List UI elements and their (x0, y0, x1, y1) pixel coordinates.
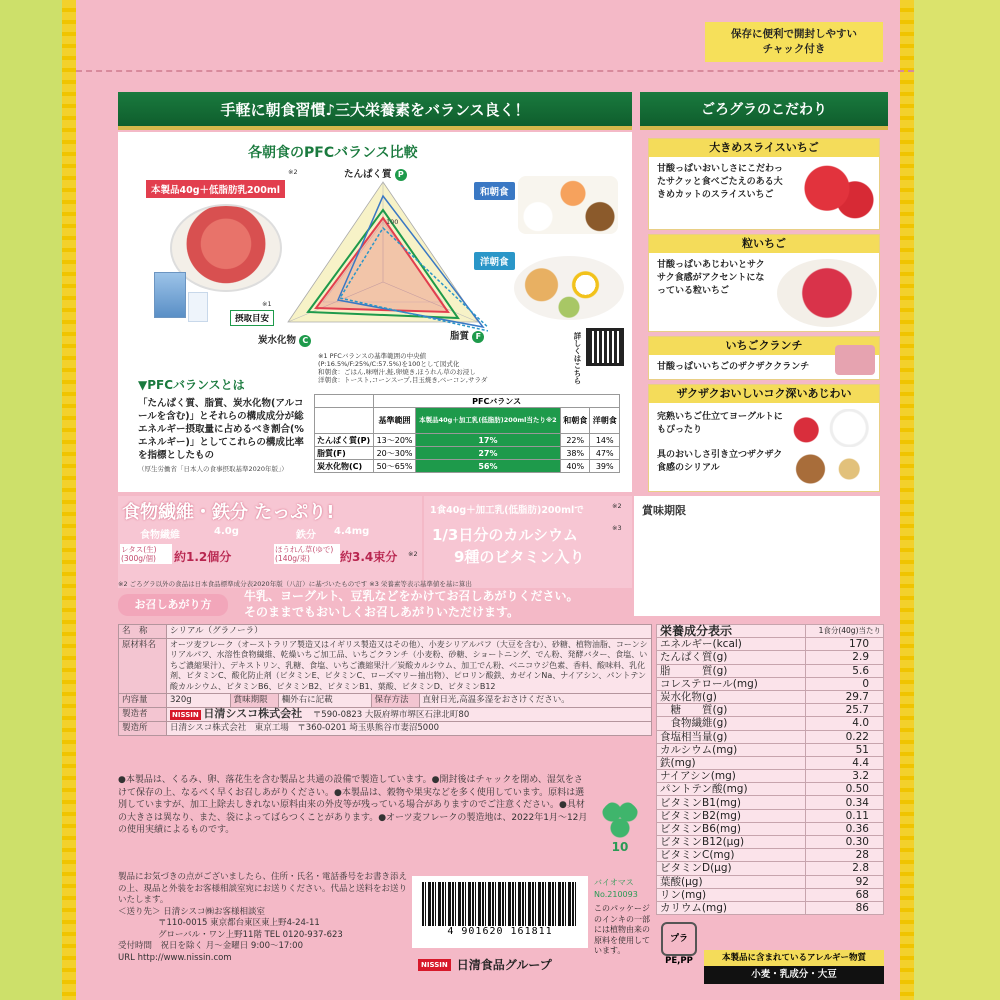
barcode-number: 4 901620 161811 (447, 926, 553, 937)
zipper-note (705, 22, 883, 62)
nutrition-value: 3.2 (806, 770, 884, 783)
nutrition-name: パントテン酸(mg) (657, 783, 806, 796)
calcium-section (424, 496, 632, 588)
info-key-content: 内容量 (119, 694, 167, 708)
nutrition-row (657, 677, 884, 690)
nutrition-name: 葉酸(μg) (657, 875, 806, 888)
fiber-note-mark: ※2 (408, 550, 418, 558)
crunch-image (835, 345, 875, 375)
info-key-name: 名 称 (119, 625, 167, 639)
info-val-ingredients: オーツ麦フレーク（オーストラリア製造又はイギリス製造又はその他）、小麦シリアルパフ（大豆を含む）、砂糖、植物油脂、コーンシリアルパフ、水溶性食物繊維、乾燥いちご加工品、いちごクランチ（小麦粉、砂糖、ショートニング、でん粉、発酵バター、食塩、いちご濃縮果汁）、デキストリン、乳糖、食塩、いちご濃縮果汁／炭酸カルシウム、加工でん粉、ベニコウジ色素、香料、酸味料、乳化剤、ビタミンC、酸化防止剤（ビタミンE、ビタミンC、ローズマリー抽出物）、ピロリン酸鉄、カゼインNa、ナイアシン、パントテン酸カルシウム、ビタミンB6、ビタミンB2、ビタミンB1、葉酸、ビタミンD、ビタミンB12 (167, 638, 652, 694)
side-card-whole-strawberry (648, 234, 880, 332)
biomass-number: 10 (611, 840, 629, 854)
axis-label-p (344, 166, 407, 181)
side-card-taste (648, 384, 880, 492)
pfc-cell: 47% (590, 447, 620, 460)
side-card-text: 甘酸っぱいあじわいとサクサク食感がアクセントになっている粒いちご (657, 260, 765, 296)
contact-text: 製品にお気づきの点がございましたら、住所・氏名・電話番号をお書き添えの上、現品と外装をお客様相談室宛にお送りください。代品と送料をお送りいたします。 (118, 872, 408, 905)
info-val-name: シリアル（グラノーラ） (167, 625, 652, 639)
left-margin (0, 0, 62, 1000)
radar-tick-100: 100 (386, 218, 399, 226)
recycle-mark (656, 922, 702, 972)
nutrition-name: ビタミンB6(mg) (657, 822, 806, 835)
info-val-plant: 日清シスコ株式会社 東京工場 〒360-0201 埼玉県熊谷市妻沼5000 (167, 722, 652, 736)
pfc-cell: 38% (560, 447, 590, 460)
info-key-ingredients: 原材料名 (119, 638, 167, 694)
pfc-radar-chart (278, 172, 488, 342)
zipper-note-line2: チャック付き (762, 43, 826, 55)
nutrition-value: 0.34 (806, 796, 884, 809)
nutrition-panel (656, 624, 884, 915)
axis-f-badge: F (472, 331, 484, 343)
pfc-cell: 14% (590, 434, 620, 447)
nutrition-row (657, 638, 884, 651)
contact-url[interactable]: URL http://www.nissin.com (118, 952, 232, 963)
nutrition-value: 51 (806, 743, 884, 756)
nutrition-row (657, 756, 884, 769)
package-note: このパッケージのインキの一部には植物由来の原料を使用しています。 (594, 904, 650, 955)
left-stripe (62, 0, 76, 1000)
pfc-note-2: (P:16.5%/F:25%/C:57.5%)を100として図式化 (318, 360, 460, 368)
serving-text (244, 588, 579, 620)
pfc-row-c (315, 460, 620, 473)
pfc-table (314, 394, 620, 473)
pfc-cell: 20〜30% (374, 447, 416, 460)
side-card-text-1: 完熟いちご仕立てヨーグルトにもぴったり (657, 412, 783, 435)
nutrition-row (657, 651, 884, 664)
pfc-chart-title: 各朝食のPFCバランス比較 (248, 145, 418, 161)
nutrition-row (657, 796, 884, 809)
western-breakfast-label: 洋朝食 (474, 252, 515, 270)
info-key-plant: 製造所 (119, 722, 167, 736)
biomass-mark (594, 800, 646, 870)
nutrition-row (657, 717, 884, 730)
side-card-title: 粒いちご (649, 235, 879, 253)
right-stripe (900, 0, 914, 1000)
axis-label-c-text: 炭水化物 (258, 335, 297, 346)
info-val-expiry: 欄外右に記載 (278, 694, 371, 708)
lettuce-value: 約1.2個分 (174, 550, 232, 564)
nutrition-value: 0.36 (806, 822, 884, 835)
plastic-recycle-icon: プラ (661, 922, 697, 956)
axis-c-badge: C (299, 335, 311, 347)
side-header: ごろグラのこだわり (640, 92, 888, 130)
nutrition-name: たんぱく質(g) (657, 651, 806, 664)
allergen-box (704, 950, 884, 984)
nutrition-value: 0.30 (806, 836, 884, 849)
milk-carton-image (154, 272, 186, 318)
nutrition-name: カリウム(mg) (657, 901, 806, 914)
pfc-col-2: 和朝食 (560, 408, 590, 434)
pfc-table-blank (315, 408, 374, 434)
nutrition-value: 68 (806, 888, 884, 901)
main-header: 手軽に朝食習慣♪三大栄養素をバランス良く！ (118, 92, 632, 130)
iron-label: 鉄分 (296, 530, 316, 541)
target-note-mark: ※1 (262, 300, 272, 308)
qr-label: 詳しくはこちら (573, 332, 582, 385)
nutrition-value: 4.0 (806, 717, 884, 730)
pfc-cell: 22% (560, 434, 590, 447)
nutrition-name: 食塩相当量(g) (657, 730, 806, 743)
nutrition-value: 2.8 (806, 862, 884, 875)
sliced-strawberry-image (795, 165, 875, 223)
spinach-label: ほうれん草(ゆで)(140g/束) (274, 544, 340, 564)
nutrition-rows (657, 638, 884, 915)
pfc-cell: 39% (590, 460, 620, 473)
nutrition-row (657, 875, 884, 888)
pfc-row-label: 炭水化物(C) (315, 460, 374, 473)
axis-label-f-text: 脂質 (450, 331, 470, 342)
nutrition-name: 炭水化物(g) (657, 690, 806, 703)
info-val-maker (167, 707, 652, 722)
spinach-value: 約3.4束分 (340, 550, 398, 564)
info-key-storage: 保存方法 (371, 694, 419, 708)
nutrition-value: 28 (806, 849, 884, 862)
axis-p-badge: P (395, 169, 407, 181)
nutrition-value: 0.50 (806, 783, 884, 796)
biomass-no: No.210093 (594, 890, 638, 899)
nutrition-name: エネルギー(kcal) (657, 638, 806, 651)
nutrition-row (657, 770, 884, 783)
pfc-table-corner (315, 395, 374, 408)
nutrition-name: ナイアシン(mg) (657, 770, 806, 783)
nissin-group-logo-icon: NISSIN (418, 959, 451, 971)
info-val-storage: 直射日光,高温多湿をおさけください。 (419, 694, 651, 708)
pfc-row-label: たんぱく質(P) (315, 434, 374, 447)
pfc-table-title: PFCバランス (374, 395, 620, 408)
maker-name: 日清シスコ株式会社 (203, 706, 303, 720)
fiber-label: 食物繊維 (140, 530, 180, 541)
strawberry-pieces-image (777, 259, 877, 327)
iron-value: 4.4mg (334, 526, 370, 537)
contact-send-to: ＜送り先＞ 日清シスコ㈱お客様相談室 (118, 906, 265, 917)
japanese-breakfast-image (518, 176, 618, 234)
pfc-row-f (315, 447, 620, 460)
calcium-line2: 1/3日分のカルシウム (432, 526, 578, 544)
pfc-row-label: 脂質(F) (315, 447, 374, 460)
zipper-note-line1: 保存に便利で開封しやすい (731, 28, 857, 40)
allergen-title: 本製品に含まれているアレルギー物質 (704, 950, 884, 966)
contact-tel: グローバル・ワン上野11階 TEL 0120-937-623 (158, 929, 343, 940)
group-name: 日清食品グループ (456, 958, 552, 972)
pfc-cell-product: 56% (415, 460, 560, 473)
serving-label: お召しあがり方 (118, 594, 228, 616)
nutrition-value: 29.7 (806, 690, 884, 703)
pfc-cell: 13〜20% (374, 434, 416, 447)
nutrition-value: 92 (806, 875, 884, 888)
pfc-row-p (315, 434, 620, 447)
nutrition-name: ビタミンB12(μg) (657, 836, 806, 849)
nutrition-name: 鉄(mg) (657, 756, 806, 769)
nutrition-row (657, 664, 884, 677)
nutrition-name: 食物繊維(g) (657, 717, 806, 730)
side-card-slice-strawberry (648, 138, 880, 230)
cereal-grain-image (789, 451, 875, 487)
barcode-box (412, 876, 588, 948)
side-card-text-2: 具のおいしさ引き立つザクザク食感のシリアル (657, 450, 783, 473)
clover-icon (600, 800, 640, 840)
pfc-note-1: ※1 PFCバランスの基準範囲の中央値 (318, 352, 427, 360)
nutrition-value: 4.4 (806, 756, 884, 769)
nutrition-row (657, 822, 884, 835)
pfc-about-title: ▼PFCバランスとは (138, 378, 245, 392)
nutrition-name: ビタミンB2(mg) (657, 809, 806, 822)
qr-code[interactable] (586, 328, 624, 366)
pfc-cell-product: 27% (415, 447, 560, 460)
nutrition-name: コレステロール(mg) (657, 677, 806, 690)
allergen-items: 小麦・乳成分・大豆 (704, 966, 884, 984)
axis-label-p-text: たんぱく質 (344, 169, 392, 180)
milk-glass-image (188, 292, 208, 322)
serving-text-2: そのままでもおいしくお召しあがりいただけます。 (244, 605, 520, 619)
pfc-col-3: 洋朝食 (590, 408, 620, 434)
nutrition-row (657, 783, 884, 796)
calcium-note-3: ※3 (612, 524, 622, 532)
info-key-expiry: 賞味期限 (230, 694, 278, 708)
nutrition-row (657, 862, 884, 875)
expiry-box (634, 496, 880, 616)
pfc-cell-product: 17% (415, 434, 560, 447)
japanese-breakfast-label: 和朝食 (474, 182, 515, 200)
calcium-note-2: ※2 (612, 502, 622, 510)
nutrition-row (657, 836, 884, 849)
biomass-label: バイオマス (594, 878, 634, 887)
pfc-panel (118, 132, 632, 492)
nutrition-row (657, 743, 884, 756)
nutrition-value: 0.11 (806, 809, 884, 822)
pfc-note-3: 和朝食：ごはん,味噌汁,鮭,卵焼き,ほうれん草のお浸し (318, 368, 476, 376)
side-card-text: 甘酸っぱいおいしさにこだわったサクッと食べごたえのある大きめカットのスライスいちご (657, 164, 783, 200)
barcode-icon (422, 882, 578, 926)
info-key-maker: 製造者 (119, 707, 167, 722)
nutrition-name: ビタミンB1(mg) (657, 796, 806, 809)
fiber-section (118, 496, 422, 588)
nutrition-row (657, 849, 884, 862)
nutrition-row (657, 809, 884, 822)
allergy-note: ●本製品は、くるみ、卵、落花生を含む製品と共通の設備で製造しています。●開封後はチャックを閉め、湿気をさけて保存の上、なるべく早くお召しあがりください。●本製品は、穀物や果実などを多く使用しています。原料は選別していますが、加工上除去しきれない原料由来の外皮等が残っている場合がありますのでご注意ください。●具材の大きさは異なり、また、袋によってばらつくことがあります。●オーツ麦フレークの製造地は、2022年1月〜12月の使用実績によるものです。 (118, 775, 588, 835)
axis-label-c (258, 332, 311, 347)
pfc-notes (318, 352, 558, 384)
nutrition-row (657, 690, 884, 703)
nutrition-row (657, 730, 884, 743)
pfc-about (138, 376, 308, 473)
nutrition-row (657, 704, 884, 717)
calcium-line1: 1食40g＋加工乳(低脂肪)200mlで (430, 505, 584, 516)
nutrition-value: 5.6 (806, 664, 884, 677)
nutrition-name: リン(mg) (657, 888, 806, 901)
nutrition-name: 脂 質(g) (657, 664, 806, 677)
fiber-value: 4.0g (214, 526, 239, 537)
zipper-line (76, 70, 914, 76)
nutrition-name: ビタミンD(μg) (657, 862, 806, 875)
nutrition-value: 86 (806, 901, 884, 914)
western-breakfast-image (514, 256, 624, 320)
nutrition-row (657, 888, 884, 901)
lettuce-label: レタス(生)(300g/個) (120, 544, 172, 564)
axis-label-f (450, 328, 484, 343)
pfc-col-0: 基準範囲 (374, 408, 416, 434)
calcium-line3: 9種のビタミン入り (454, 548, 585, 566)
nutrition-row (657, 901, 884, 914)
side-card-title: いちごクランチ (649, 337, 879, 355)
recycle-label: PE,PP (665, 956, 693, 966)
contact-address: 〒110-0015 東京都台東区東上野4-24-11 (158, 918, 320, 928)
side-card-title: 大きめスライスいちご (649, 139, 879, 157)
nutrition-value: 2.9 (806, 651, 884, 664)
info-val-content: 320g (167, 694, 231, 708)
nutrition-name: 糖 質(g) (657, 704, 806, 717)
footnote-2: ※2 ごろグラ以外の食品は日本食品標準成分表2020年版（八訂）に基づいたものです ※3 栄養素等表示基準値を基に算出 (118, 580, 472, 588)
nutrition-value: 25.7 (806, 704, 884, 717)
product-series-label: 本製品40g＋低脂肪乳200ml (146, 180, 285, 198)
expiry-label: 賞味期限 (642, 504, 686, 517)
side-card-title: ザクザクおいしいコク深いあじわい (649, 385, 879, 403)
nutrition-title: 栄養成分表示 (657, 625, 806, 638)
side-card-crunch (648, 336, 880, 380)
side-card-text: 甘酸っぱいいちごのザクザククランチ (657, 362, 810, 372)
nutrition-value: 0.22 (806, 730, 884, 743)
nutrition-value: 170 (806, 638, 884, 651)
pfc-about-source: （厚生労働省「日本人の食事摂取基準2020年版」） (138, 465, 288, 473)
product-note-mark: ※2 (288, 168, 298, 176)
nissin-logo: NISSIN (172, 710, 199, 719)
contact-block (118, 872, 408, 964)
right-margin (914, 0, 1000, 1000)
pfc-note-4: 洋朝食：トースト,コーンスープ,目玉焼き,ベーコン,サラダ (318, 376, 488, 384)
product-info-table (118, 624, 652, 736)
nutrition-name: ビタミンC(mg) (657, 849, 806, 862)
contact-hours: 受付時間 祝日を除く 月〜金曜日 9:00〜17:00 (118, 941, 303, 951)
nutrition-per: 1食分(40g)当たり (806, 625, 884, 638)
yogurt-image (789, 409, 875, 447)
pfc-cell: 40% (560, 460, 590, 473)
serving-text-1: 牛乳、ヨーグルト、豆乳などをかけてお召しあがりください。 (244, 589, 579, 603)
maker-address: 〒590-0823 大阪府堺市堺区石津北町80 (312, 709, 470, 720)
group-logo (418, 956, 552, 973)
nutrition-name: カルシウム(mg) (657, 743, 806, 756)
pfc-about-body: 「たんぱく質、脂質、炭水化物(アルコールを含む)」とそれらの構成成分が総エネルギー摂取量に占めるべき割合(%エネルギー)」としてこれらの構成比率を指標としたもの (138, 398, 304, 461)
fiber-headline: 食物繊維・鉄分 たっぷり! (122, 502, 335, 523)
pfc-cell: 50〜65% (374, 460, 416, 473)
nutrition-table (656, 624, 884, 915)
pfc-col-1: 本製品40g＋加工乳(低脂肪)200ml当たり※2 (415, 408, 560, 434)
target-label: 摂取目安 (230, 310, 274, 326)
granola-bowl-image (170, 204, 282, 292)
nutrition-value: 0 (806, 677, 884, 690)
